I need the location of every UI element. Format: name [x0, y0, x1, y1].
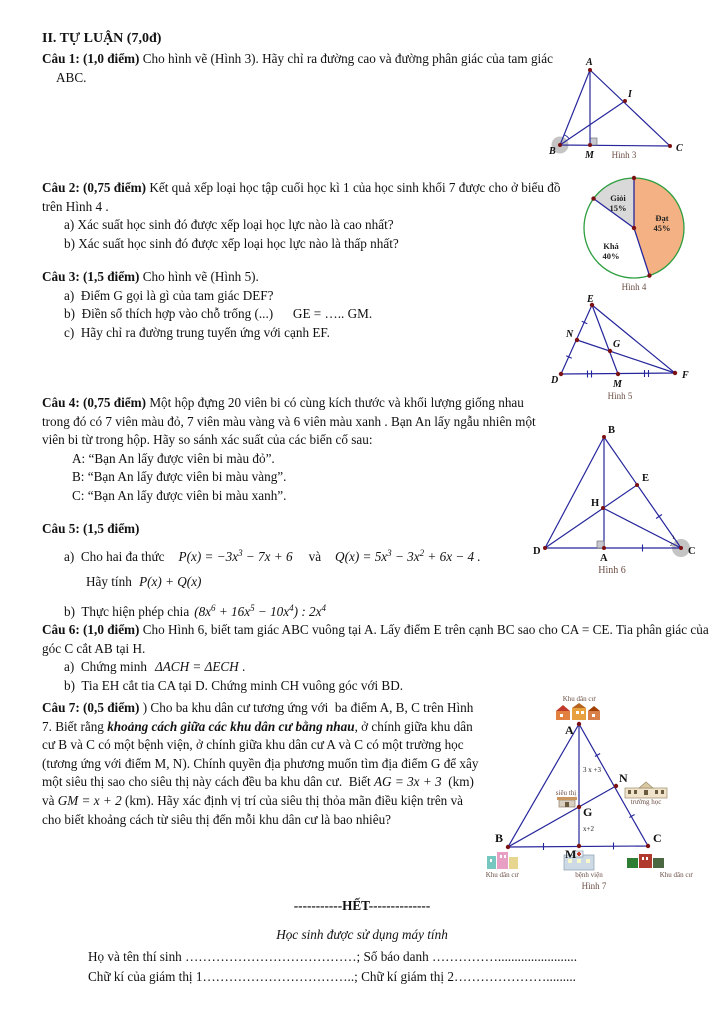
label-a: A: [600, 553, 608, 564]
residential-area-icon-top: [556, 703, 600, 720]
vertex-dots: [543, 435, 683, 550]
school-icon: [625, 782, 667, 798]
question-6-label: Câu 6: (1,0 điểm): [42, 622, 140, 637]
segment-ag-label: 3 x +3: [583, 766, 601, 774]
question-7-label: Câu 7: (0,5 điểm): [42, 700, 140, 715]
question-3-item-b: b) Điền số thích hợp vào chỗ trống (...) GE = ….. GM.: [64, 306, 373, 322]
figure-caption: Hình 7: [581, 881, 607, 891]
label-b: B: [608, 425, 616, 436]
question-4-intro: [42, 394, 548, 450]
residential-area-icon-left: [487, 852, 518, 869]
label-m: M: [565, 847, 577, 861]
slice-label-dat: Đạt: [655, 213, 669, 223]
expression-ag: AG = 3x + 3: [374, 774, 442, 790]
question-4-label: Câu 4: (0,75 điểm): [42, 395, 147, 410]
top-area-label: Khu dân cư: [562, 695, 596, 703]
label-m: M: [613, 379, 622, 390]
question-1: [42, 50, 561, 87]
question-7-text-3: (km) và: [42, 774, 474, 808]
hospital-label: bệnh viện: [575, 871, 603, 879]
figure-caption: Hình 4: [621, 282, 647, 292]
section-heading: II. TỰ LUẬN (7,0đ): [42, 31, 162, 46]
question-4-event-a: A: “Bạn An lấy được viên bi màu đỏ”.: [72, 450, 275, 466]
label-n: N: [619, 771, 628, 785]
candidate-name-line: Họ và tên thí sinh …………………………………; Số báo danh ……………........................: [88, 949, 578, 964]
question-3-label: Câu 3: (1,5 điểm): [42, 269, 140, 284]
vertex-dots: [506, 722, 650, 849]
question-1-text: Cho hình vẽ (Hình 3). Hãy chỉ ra đường cao và đường phân giác của tam giác ABC.: [56, 51, 553, 85]
question-6-text: Cho Hình 6, biết tam giác ABC vuông tại A. Lấy điểm E trên cạnh BC sao cho CA = CE. Tia phân giác của góc C cắt AB tại H.: [42, 622, 709, 656]
figure-hinh-6: [526, 420, 714, 582]
label-n: N: [566, 329, 574, 340]
angle-2: 2: [670, 542, 673, 548]
question-7-text-4: (km). Hãy xác định vị trí của siêu thị thỏa mãn điều kiện trên và cho biết khoảng cách từ siêu thị đến mỗi khu dân cư là bao nhiêu?: [42, 792, 464, 827]
label-b: B: [495, 831, 504, 845]
division-expression: $(8x^6 + 16x^5 - 10x^4)$ : $2x^4$: [194, 602, 326, 619]
median-fn: [577, 340, 675, 373]
question-1-label: Câu 1: (1,0 điểm): [42, 51, 140, 66]
item-a-pre: a) Cho hai đa thức: [64, 548, 165, 564]
label-a: A: [565, 723, 574, 737]
residential-area-icon-right: [627, 854, 664, 868]
question-6-item-a: a) Chứng minh ΔACH = ΔECH .: [64, 659, 246, 675]
label-g: G: [613, 339, 621, 350]
polynomial-q: $Q(x) = 5x^3 - 3x^2 + 6x - 4$ .: [335, 547, 481, 564]
slice-pct-dat: 45%: [653, 223, 671, 233]
question-3: [42, 268, 547, 342]
polynomial-p: $P(x) = -3x^3 - 7x + 6$: [178, 547, 293, 564]
question-3-intro: [42, 268, 547, 287]
label-c: C: [676, 143, 683, 154]
question-3-item-c: c) Hãy chỉ ra đường trung tuyến ứng với cạnh EF.: [64, 324, 330, 340]
question-3-item-a: a) Điểm G gọi là gì của tam giác DEF?: [64, 287, 274, 303]
question-2-intro: [42, 179, 562, 216]
figure-hinh-4-pie-chart: [556, 170, 716, 294]
end-marker: [42, 897, 682, 916]
figure-lines: [545, 437, 681, 548]
question-2-text: Kết quả xếp loại học tập cuối học kì 1 của học sinh khối 7 được cho ở biểu đồ trên Hình 4 .: [42, 180, 561, 214]
label-i: I: [628, 89, 632, 100]
figure-hinh-5: [540, 293, 724, 403]
question-6-item-b: b) Tia EH cắt tia CA tại D. Chứng minh CH vuông góc với BD.: [64, 677, 404, 693]
calculator-note: Học sinh được sử dụng máy tính: [276, 927, 448, 942]
end-marker-text: -----------HẾT--------------: [293, 898, 431, 913]
question-5-item-a: [42, 544, 542, 567]
question-5-sum: [42, 573, 542, 592]
label-a: A: [586, 57, 593, 68]
label-d: D: [551, 375, 559, 386]
supermarket-icon: [557, 797, 577, 807]
question-5: [42, 520, 542, 621]
question-7-emphasis: khoảng cách giữa các khu dân cư bằng nhau: [107, 718, 355, 734]
conjunction: và: [308, 548, 322, 564]
sum-expression: P(x) + Q(x): [139, 574, 202, 590]
congruence-statement: ΔACH = ΔECH: [154, 659, 239, 675]
tick-marks: [566, 321, 648, 377]
label-d: D: [533, 546, 541, 557]
question-5-label: Câu 5: (1,5 điểm): [42, 521, 140, 536]
question-7-text-1: ) Cho ba khu dân cư tương ứng với ba điểm A, B, C trên Hình 7. Biết rằng: [42, 700, 474, 734]
expression-gm: GM = x + 2: [57, 792, 122, 808]
question-2-item-a: a) Xác suất học sinh đó được xếp loại học lực nào là cao nhất?: [64, 217, 394, 233]
figure-hinh-7: [477, 694, 724, 892]
question-5-item-b: [42, 599, 542, 622]
item-b-pre: b) Thực hiện phép chia: [64, 603, 190, 619]
label-h: H: [591, 498, 600, 509]
label-f: F: [682, 370, 689, 381]
slice-label-gioi: Giỏi: [610, 193, 626, 203]
question-7: [42, 699, 485, 829]
left-area-label: Khu dân cư: [485, 871, 519, 879]
triangle-abc: [508, 724, 648, 847]
sum-pre: Hãy tính: [86, 574, 132, 590]
slice-label-kha: Khá: [603, 241, 619, 251]
figure-hinh-3: [536, 50, 708, 168]
question-7-text-2: , ở chính giữa khu dân cư B và C có một bệnh viện, ở chính giữa khu dân cư A và C có một trường học (tương ứng với điểm M, N). Chính quyền địa phương muốn tìm địa điểm G để xây một siêu thị sao cho siêu thị này cách đều ba khu dân cư. Biết: [42, 718, 479, 790]
question-4-event-b: B: “Bạn An lấy được viên bi màu vàng”.: [72, 469, 287, 485]
question-3-text: Cho hình vẽ (Hình 5).: [139, 269, 259, 284]
question-2-label: Câu 2: (0,75 điểm): [42, 180, 147, 195]
question-4-text: Một hộp đựng 20 viên bi có cùng kích thước và khối lượng giống nhau trong đó có 7 viên màu đỏ, 7 viên màu vàng và 6 viên màu xanh . Bạn An lấy ngẫu nhiên một viên bi từ trong hộp. Hãy so sánh xác suất của các biến cố sau:: [42, 395, 536, 448]
proctor-signature-line: Chữ kí của giám thị 1……………………………..; Chữ kí giám thị 2………………….........: [88, 969, 576, 984]
label-c: C: [653, 831, 662, 845]
question-6-intro: [42, 621, 712, 658]
slice-pct-kha: 40%: [602, 251, 620, 261]
label-e: E: [642, 473, 650, 484]
figure-caption: Hình 6: [598, 565, 626, 576]
label-b: B: [549, 146, 556, 157]
label-m: M: [585, 150, 594, 161]
question-2-item-b: b) Xác suất học sinh đó được xếp loại học lực nào là thấp nhất?: [64, 235, 399, 251]
market-label: siêu thị: [555, 789, 577, 797]
right-area-label: Khu dân cư: [659, 871, 693, 879]
question-2: [42, 179, 562, 253]
segment-gm-label: x+2: [583, 825, 594, 833]
label-e: E: [587, 294, 594, 305]
angle-1: 1: [672, 535, 675, 541]
label-g: G: [583, 805, 593, 819]
figure-caption: Hình 5: [607, 391, 633, 401]
question-4-event-c: C: “Bạn An lấy được viên bi màu xanh”.: [72, 487, 287, 503]
figure-caption: Hình 3: [611, 150, 637, 160]
school-label: trường học: [630, 798, 662, 806]
question-6: [42, 621, 712, 695]
slice-pct-gioi: 15%: [609, 203, 627, 213]
question-4: [42, 394, 548, 506]
label-c: C: [688, 546, 696, 557]
